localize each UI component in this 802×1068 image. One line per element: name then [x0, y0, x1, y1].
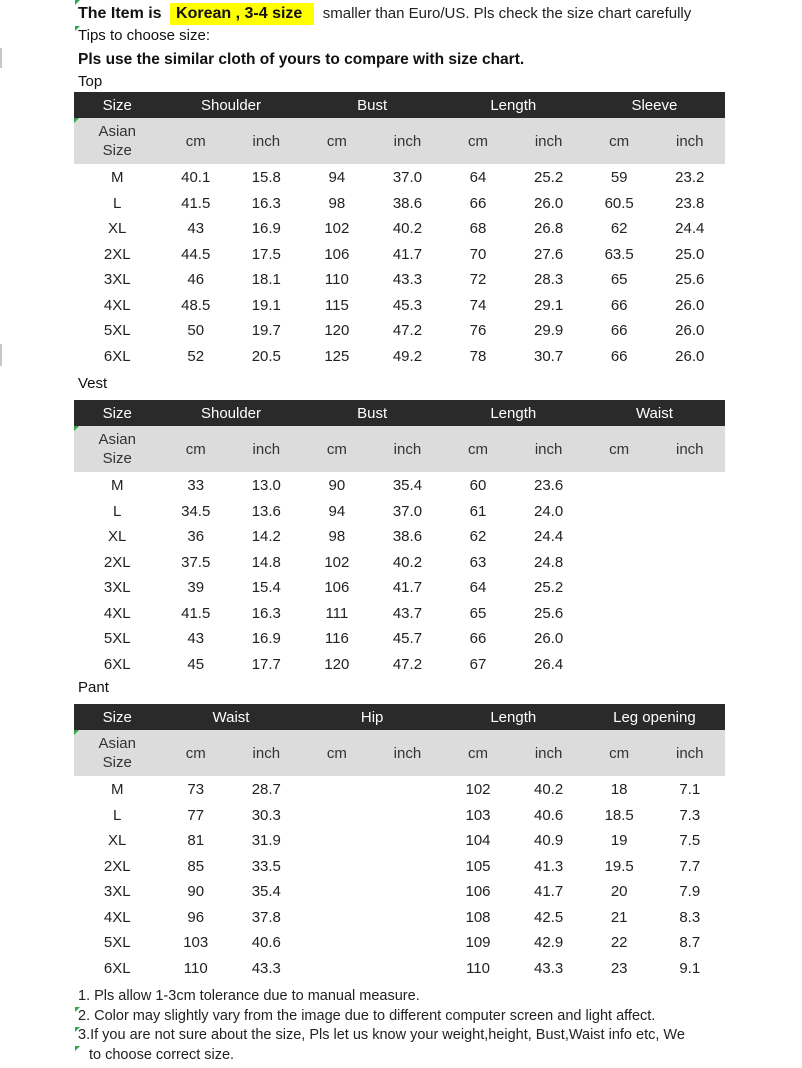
value-cell: 70 [469, 245, 487, 263]
size-cell: 5XL [103, 934, 131, 952]
value-cell: 72 [469, 271, 487, 289]
size-table-top [74, 92, 725, 369]
value-cell: 16.9 [251, 220, 281, 238]
value-cell: 30.3 [251, 806, 281, 824]
value-cell: 66 [469, 194, 487, 212]
value-cell: 41.5 [181, 604, 211, 622]
value-cell: 115 [324, 296, 349, 314]
value-cell: 116 [324, 630, 349, 648]
table-row [74, 828, 725, 854]
unit-label: cm [609, 132, 630, 150]
value-cell: 20 [610, 883, 628, 901]
value-cell: 27.6 [534, 245, 564, 263]
unit-label: cm [468, 440, 489, 458]
value-cell: 40.6 [251, 934, 281, 952]
value-cell: 14.2 [251, 528, 281, 546]
size-cell: 2XL [103, 857, 131, 875]
table-row [74, 242, 725, 268]
value-cell: 15.8 [251, 169, 281, 187]
value-cell: 18.1 [251, 271, 281, 289]
table-row [74, 318, 725, 344]
size-cell: L [113, 502, 122, 520]
value-cell: 40.2 [534, 781, 564, 799]
value-cell: 39 [187, 579, 205, 597]
unit-label: inch [252, 440, 281, 458]
value-cell: 16.3 [251, 194, 281, 212]
unit-label: cm [326, 744, 347, 762]
table-body [74, 472, 725, 677]
value-cell: 24.4 [675, 220, 705, 238]
value-cell: 41.7 [392, 245, 423, 263]
header-group: Waist [635, 404, 673, 422]
value-cell: 40.9 [534, 832, 564, 850]
table-row [74, 216, 725, 242]
value-cell: 98 [328, 194, 346, 212]
unit-label: inch [534, 440, 563, 458]
size-cell: 4XL [103, 908, 131, 926]
header-group: Bust [357, 96, 388, 114]
value-cell: 47.2 [392, 322, 423, 340]
value-cell: 30.7 [534, 347, 564, 365]
value-cell: 36 [187, 528, 205, 546]
value-cell: 26.8 [534, 220, 564, 238]
tips-label: Tips to choose size: [78, 27, 211, 44]
value-cell: 120 [324, 655, 350, 673]
value-cell: 106 [465, 883, 491, 901]
value-cell: 38.6 [392, 528, 423, 546]
table-row [74, 956, 725, 982]
value-cell: 96 [187, 908, 205, 926]
value-cell: 64 [469, 579, 487, 597]
value-cell: 8.7 [679, 934, 701, 952]
value-cell: 41.3 [534, 857, 564, 875]
value-cell: 102 [324, 220, 350, 238]
table-row [74, 601, 725, 627]
value-cell: 16.3 [251, 604, 281, 622]
size-cell: 3XL [103, 579, 131, 597]
size-cell: 4XL [103, 604, 131, 622]
value-cell: 67 [469, 655, 487, 673]
value-cell: 40.6 [534, 806, 564, 824]
value-cell: 66 [610, 347, 628, 365]
value-cell: 17.5 [251, 245, 281, 263]
corner-marker [75, 1046, 80, 1051]
table-row [74, 854, 725, 880]
value-cell: 31.9 [251, 832, 281, 850]
value-cell: 120 [324, 322, 350, 340]
value-cell: 13.6 [251, 502, 281, 520]
value-cell: 35.4 [392, 477, 423, 495]
value-cell: 33 [187, 477, 205, 495]
value-cell: 7.3 [679, 806, 701, 824]
asian-label-line: Asian [98, 735, 136, 752]
unit-label: inch [252, 132, 281, 150]
size-cell: 2XL [103, 553, 131, 571]
value-cell: 66 [469, 630, 487, 648]
corner-marker [75, 1007, 80, 1012]
value-cell: 29.9 [534, 322, 564, 340]
size-badge: Korean , 3-4 size [170, 3, 314, 25]
value-cell: 62 [610, 220, 628, 238]
value-cell: 102 [465, 781, 491, 799]
unit-subheader [74, 426, 725, 472]
table-header [74, 704, 725, 730]
value-cell: 43.3 [392, 271, 423, 289]
size-cell: 4XL [103, 296, 131, 314]
value-cell: 77 [187, 806, 205, 824]
value-cell: 125 [324, 347, 350, 365]
table-row [74, 930, 725, 956]
unit-label: cm [326, 440, 347, 458]
table-body [74, 776, 725, 981]
header-group: Waist [212, 708, 250, 726]
value-cell: 40.2 [392, 553, 423, 571]
value-cell: 47.2 [392, 655, 423, 673]
value-cell: 14.8 [251, 553, 281, 571]
note-2: 2. Color may slightly vary from the image due to different computer screen and light affect. [78, 1007, 656, 1024]
value-cell: 19.1 [251, 296, 281, 314]
table-header [74, 92, 725, 118]
corner-marker [75, 1027, 80, 1032]
value-cell: 7.7 [679, 857, 701, 875]
unit-label: inch [393, 744, 422, 762]
unit-label: inch [675, 440, 704, 458]
value-cell: 68 [469, 220, 487, 238]
table-row [74, 905, 725, 931]
corner-marker [74, 118, 79, 123]
size-cell: L [113, 806, 122, 824]
asian-label-line: Size [102, 754, 132, 771]
size-cell: 5XL [103, 630, 131, 648]
table-row [74, 267, 725, 293]
unit-subheader [74, 730, 725, 776]
table-row [74, 879, 725, 905]
size-cell: 3XL [103, 271, 131, 289]
value-cell: 106 [324, 245, 350, 263]
value-cell: 81 [187, 832, 205, 850]
value-cell: 21 [610, 908, 628, 926]
value-cell: 37.0 [392, 502, 423, 520]
value-cell: 94 [328, 169, 346, 187]
unit-label: inch [534, 132, 563, 150]
value-cell: 16.9 [251, 630, 281, 648]
asian-size-label [74, 734, 160, 772]
value-cell: 25.0 [675, 245, 705, 263]
table-row [74, 550, 725, 576]
value-cell: 103 [465, 806, 491, 824]
value-cell: 34.5 [181, 502, 211, 520]
unit-label: cm [185, 744, 206, 762]
value-cell: 46 [187, 271, 205, 289]
value-cell: 45.3 [392, 296, 423, 314]
value-cell: 42.9 [534, 934, 564, 952]
value-cell: 37.0 [392, 169, 423, 187]
value-cell: 15.4 [251, 579, 281, 597]
edge-mark-top [0, 48, 2, 68]
unit-label: cm [326, 132, 347, 150]
value-cell: 48.5 [181, 296, 211, 314]
value-cell: 40.2 [392, 220, 423, 238]
table-row [74, 344, 725, 370]
value-cell: 25.2 [534, 579, 564, 597]
table-row [74, 803, 725, 829]
table-row [74, 524, 725, 550]
value-cell: 60 [469, 477, 487, 495]
value-cell: 65 [610, 271, 628, 289]
value-cell: 43.7 [392, 604, 423, 622]
value-cell: 66 [610, 322, 628, 340]
value-cell: 106 [324, 579, 350, 597]
unit-label: cm [185, 132, 206, 150]
value-cell: 13.0 [251, 477, 281, 495]
section-title-top: Top [78, 73, 103, 90]
unit-label: cm [185, 440, 206, 458]
unit-label: cm [468, 132, 489, 150]
size-cell: 6XL [103, 347, 131, 365]
size-cell: 2XL [103, 245, 131, 263]
value-cell: 8.3 [679, 908, 701, 926]
size-table-pant [74, 704, 725, 981]
size-cell: XL [108, 528, 127, 546]
instruction-text: Pls use the similar cloth of yours to compare with size chart. [78, 51, 525, 68]
value-cell: 24.8 [534, 553, 564, 571]
value-cell: 19.7 [251, 322, 281, 340]
value-cell: 17.7 [251, 655, 281, 673]
value-cell: 90 [187, 883, 205, 901]
unit-label: inch [393, 132, 422, 150]
header-size: Size [102, 404, 132, 422]
header-group: Bust [357, 404, 388, 422]
size-cell: 6XL [103, 959, 131, 977]
value-cell: 7.9 [679, 883, 701, 901]
value-cell: 23.8 [675, 194, 705, 212]
value-cell: 102 [324, 553, 350, 571]
size-cell: XL [108, 832, 127, 850]
header-group: Leg opening [613, 708, 696, 726]
value-cell: 25.6 [675, 271, 705, 289]
value-cell: 7.5 [679, 832, 701, 850]
value-cell: 45 [187, 655, 205, 673]
value-cell: 62 [469, 528, 487, 546]
value-cell: 43 [187, 630, 205, 648]
table-row [74, 652, 725, 678]
size-cell: M [110, 477, 124, 495]
value-cell: 43.3 [534, 959, 564, 977]
header-group: Shoulder [200, 404, 262, 422]
value-cell: 41.7 [534, 883, 564, 901]
value-cell: 33.5 [251, 857, 281, 875]
value-cell: 60.5 [604, 194, 634, 212]
unit-label: inch [534, 744, 563, 762]
value-cell: 25.6 [534, 604, 564, 622]
value-cell: 110 [466, 959, 490, 977]
edge-mark-middle [0, 344, 2, 366]
table-row [74, 626, 725, 652]
value-cell: 110 [183, 959, 208, 977]
value-cell: 74 [469, 296, 487, 314]
value-cell: 29.1 [534, 296, 564, 314]
item-prefix: The Item is [78, 5, 162, 22]
value-cell: 40.1 [181, 169, 211, 187]
note-3: 3.If you are not sure about the size, Pls let us know your weight,height, Bust,Waist info etc, We [78, 1027, 685, 1044]
header-size: Size [102, 708, 132, 726]
value-cell: 38.6 [392, 194, 423, 212]
asian-size-label [74, 122, 160, 160]
value-cell: 66 [610, 296, 628, 314]
value-cell: 26.0 [675, 347, 705, 365]
value-cell: 7.1 [679, 781, 701, 799]
corner-marker [74, 426, 79, 431]
value-cell: 49.2 [392, 347, 423, 365]
header-group: Shoulder [200, 96, 262, 114]
value-cell: 98 [328, 528, 346, 546]
table-row [74, 293, 725, 319]
table-row [74, 777, 725, 803]
header-group: Sleeve [631, 96, 678, 114]
value-cell: 85 [187, 857, 205, 875]
table-row [74, 499, 725, 525]
header-group: Length [490, 404, 537, 422]
value-cell: 43 [187, 220, 205, 238]
value-cell: 50 [187, 322, 205, 340]
size-cell: M [110, 781, 124, 799]
value-cell: 43.3 [251, 959, 281, 977]
value-cell: 105 [465, 857, 491, 875]
unit-label: inch [675, 744, 704, 762]
asian-label-line: Size [102, 142, 132, 159]
value-cell: 23 [610, 959, 628, 977]
value-cell: 28.7 [251, 781, 281, 799]
unit-label: cm [609, 744, 630, 762]
value-cell: 90 [328, 477, 346, 495]
value-cell: 42.5 [534, 908, 564, 926]
size-table-vest [74, 400, 725, 677]
value-cell: 37.8 [251, 908, 281, 926]
size-cell: L [113, 194, 122, 212]
value-cell: 78 [469, 347, 487, 365]
value-cell: 23.2 [675, 169, 705, 187]
value-cell: 35.4 [251, 883, 281, 901]
value-cell: 20.5 [251, 347, 281, 365]
size-cell: 5XL [103, 322, 131, 340]
section-title-vest: Vest [78, 375, 108, 392]
size-cell: XL [108, 220, 127, 238]
value-cell: 44.5 [181, 245, 211, 263]
size-cell: 6XL [103, 655, 131, 673]
table-row [74, 165, 725, 191]
notes [78, 987, 685, 1065]
value-cell: 26.4 [534, 655, 564, 673]
value-cell: 26.0 [534, 630, 564, 648]
value-cell: 23.6 [534, 477, 564, 495]
value-cell: 28.3 [534, 271, 564, 289]
size-cell: M [110, 169, 124, 187]
value-cell: 41.5 [181, 194, 211, 212]
unit-label: inch [252, 744, 281, 762]
value-cell: 109 [465, 934, 491, 952]
asian-size-label [74, 430, 160, 468]
value-cell: 104 [465, 832, 491, 850]
asian-label-line: Asian [98, 123, 136, 140]
value-cell: 103 [183, 934, 209, 952]
value-cell: 65 [469, 604, 487, 622]
unit-label: inch [393, 440, 422, 458]
unit-label: inch [675, 132, 704, 150]
asian-label-line: Asian [98, 431, 136, 448]
value-cell: 37.5 [181, 553, 211, 571]
value-cell: 52 [187, 347, 205, 365]
value-cell: 61 [469, 502, 487, 520]
header-group: Hip [360, 708, 384, 726]
table-body [74, 164, 725, 369]
asian-label-line: Size [102, 450, 132, 467]
item-suffix: smaller than Euro/US. Pls check the size chart carefully [322, 5, 692, 22]
value-cell: 19.5 [604, 857, 634, 875]
unit-label: cm [609, 440, 630, 458]
value-cell: 63.5 [604, 245, 634, 263]
value-cell: 26.0 [534, 194, 564, 212]
section-title-pant: Pant [78, 679, 109, 696]
table-row [74, 473, 725, 499]
header-size: Size [102, 96, 132, 114]
value-cell: 111 [325, 604, 349, 622]
value-cell: 94 [328, 502, 346, 520]
size-cell: 3XL [103, 883, 131, 901]
table-row [74, 191, 725, 217]
header-group: Length [490, 708, 537, 726]
corner-marker [74, 730, 79, 735]
value-cell: 63 [469, 553, 487, 571]
size-notice [78, 3, 691, 25]
value-cell: 108 [465, 908, 491, 926]
value-cell: 26.0 [675, 296, 705, 314]
note-1: 1. Pls allow 1-3cm tolerance due to manual measure. [78, 988, 420, 1004]
value-cell: 24.0 [534, 502, 564, 520]
value-cell: 59 [610, 169, 628, 187]
table-header [74, 400, 725, 426]
header-group: Length [490, 96, 537, 114]
unit-subheader [74, 118, 725, 164]
value-cell: 45.7 [392, 630, 423, 648]
value-cell: 26.0 [675, 322, 705, 340]
value-cell: 9.1 [679, 959, 701, 977]
value-cell: 110 [324, 271, 349, 289]
table-row [74, 575, 725, 601]
value-cell: 76 [469, 322, 487, 340]
value-cell: 73 [187, 781, 205, 799]
value-cell: 24.4 [534, 528, 564, 546]
value-cell: 18.5 [604, 806, 634, 824]
value-cell: 25.2 [534, 169, 564, 187]
value-cell: 64 [469, 169, 487, 187]
value-cell: 41.7 [392, 579, 423, 597]
value-cell: 18 [610, 781, 628, 799]
value-cell: 22 [610, 934, 628, 952]
note-3-continued: to choose correct size. [89, 1046, 235, 1063]
value-cell: 19 [610, 832, 628, 850]
unit-label: cm [468, 744, 489, 762]
